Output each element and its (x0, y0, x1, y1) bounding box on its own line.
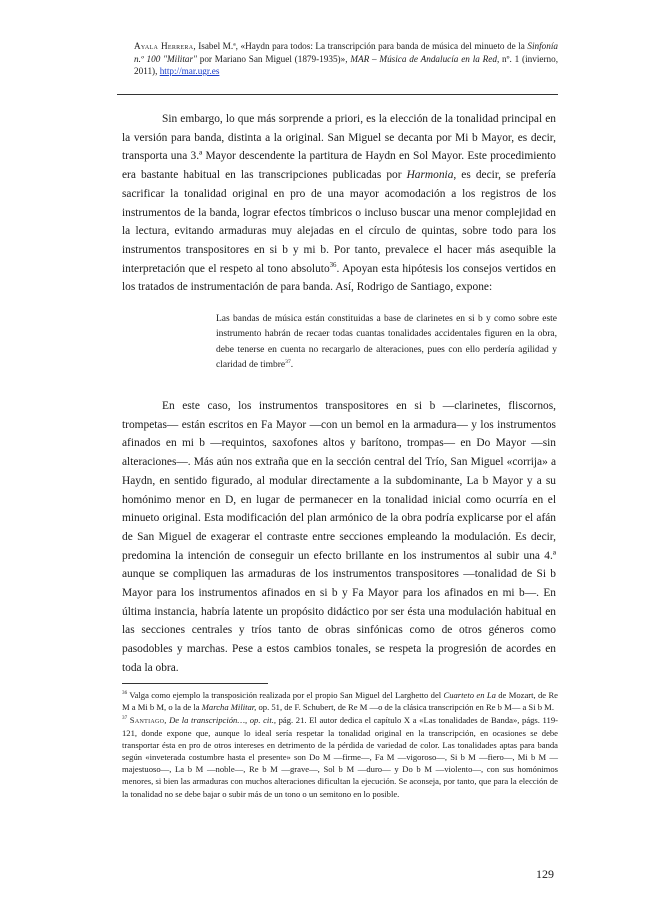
footnote-36-text-c: op. 51, de F. Schubert, de Re M —o de la clásica transcripción en Re b M— a Si b M. (256, 702, 554, 713)
header-title: Sinfonía n.º 100 "Militar" (134, 41, 559, 64)
footnote-36-italic-2: Marcha Militar, (201, 702, 257, 713)
footnote-36-text-a: Valga como ejemplo la transposición realizada por el propio San Miguel del Larghetto del (127, 690, 444, 700)
body-paragraph-1 (122, 110, 556, 297)
footnote-36-number: 36 (122, 690, 128, 697)
para1-italic: Harmonia (406, 169, 454, 182)
block-quote (216, 312, 557, 373)
body-paragraph-2 (122, 397, 556, 678)
footnote-37-sep: , (164, 715, 170, 726)
footnote-37-text: , pág. 21. El autor dedica el capítulo X a «Las tonalidades de Banda», págs. 119-121, donde expone que, aunque lo ideal sería respetar la tonalidad original en la transcripción, en ocasiones se debe transportar ésta en pro de otros intereses en detrimento de la pérdida de variedad de color. Las tonalidades aptas para banda según «inveterada costumbre hasta el presente» son Do M —firme—, Fa M —vigoroso—, Si b M —fiero—, Mi b M —majestuoso—, La b M —noble—, Re b M —grave—, Sol b M —duro— y Do b M —violento—, con sus homónimos menores, si bien las armaduras con muchos alteraciones dificultan la ejecución. Se aconseja, por tanto, que para la elección de la tonalidad no se debe bajar o subir más de un tono o un semitono en lo posible. (122, 715, 558, 799)
footnote-ref-37[interactable]: 37 (285, 358, 291, 365)
footnote-37-italic: De la transcripción…, op. cit. (169, 715, 274, 726)
header-author-rest: , Isabel M.ª, «Haydn para todos: La transcripción para banda de música del minueto de la (193, 41, 528, 51)
footnote-36-text-b: de Mozart, de Re M a Mi b M, o la de la (122, 690, 558, 713)
para2-text: En este caso, los instrumentos transpositores en si b —clarinetes, fliscornos, trompetas— están escritos en Fa Mayor —con un bemol en la armadura— y los instrumentos afinados en mi b —requintos, saxofones altos y barítono, trompas— en Do Mayor —sin alteraciones—. Más aún nos extraña que en la sección central del Trío, San Miguel «corrija» a Haydn, en sentido figurado, al modular directamente a la subdominante, La b Mayor y a su homónimo menor en D, en lugar de permanecer en la tonalidad inicial como ocurría en el minueto original. Esta modificación del plan armónico de la obra podría explicarse por el afán de San Miguel de exagerar el contraste entre secciones empleando la modulación. Es decir, predomina la intención de conseguir un efecto brillante en los instrumentos al subir una 4.ª aunque se compliquen las armaduras de los instrumentos transpositores —tonalidad de Si b Mayor para los instrumentos afinados en si b y Fa Mayor para los afinados en mi b—. En última instancia, habría latente un propósito didáctico por ser ésta una modulación habitual en las secciones centrales y tríos tanto de obras sinfónicas como de otros géneros como pasodobles y marchas. Pese a estos cambios tonales, se respeta la progresión de acordes en toda la obra. (122, 400, 556, 674)
para1-text-a: Sin embargo, lo que más sorprende a priori, es la elección de la tonalidad principal en la versión para banda, distinta a la original. San Miguel se decanta por Mi b Mayor, es decir, transporta una 3.ª Mayor descendente la partitura de Haydn en Sol Mayor. Este procedimiento era bastante habitual en las transcripciones publicadas por (122, 113, 556, 182)
header-url-link[interactable]: http://mar.ugr.es (159, 66, 220, 77)
footnote-37-author: Santiago (129, 715, 165, 726)
footnote-36 (122, 689, 558, 713)
page-number: 129 (536, 867, 554, 881)
footnotes (122, 689, 558, 801)
header-title-mid: por Mariano San Miguel (1879-1935)», (196, 53, 351, 64)
quote-end: . (290, 359, 294, 370)
header-issue: , nº. 1 (invierno, 2011), (134, 53, 558, 77)
footnote-36-italic-1: Cuarteto en La (443, 690, 496, 700)
footnote-37-number: 37 (122, 715, 128, 722)
header-divider (117, 94, 558, 95)
quote-text: Las bandas de música están constituidas a base de clarinetes en si b y como sobre este instrumento habrán de recaer todas cuantas tonalidades accidentales figuren en la obra, debe tenerse en cuenta no recargarlo de alteraciones, pues con ello perdería agilidad y claridad de timbre (216, 314, 557, 370)
header-author: Ayala Herrera (134, 41, 194, 51)
footnote-37 (122, 714, 558, 799)
header-journal: MAR – Música de Andalucía en la Red (350, 53, 497, 64)
footnote-ref-36[interactable]: 36 (329, 261, 337, 269)
running-header (134, 40, 558, 78)
para1-text-b: , es decir, se prefería sacrificar la tonalidad original en pro de una mayor acomodación a los registros de los instrumentos de la banda, lograr efectos tímbricos o incluso buscar una menor complejidad en la lectura, evitando armaduras muy alejadas en el círculo de quintas, sobre todo para los instrumentos transpositores en si b y mi b. Por tanto, prevalece el hacer más asequible la interpretación que el respeto al tono absoluto (122, 169, 556, 275)
footnote-divider (122, 683, 268, 684)
para1-text-c: . Apoyan esta hipótesis los consejos vertidos en los tratados de instrumentación de para banda. Así, Rodrigo de Santiago, expone: (122, 262, 556, 294)
